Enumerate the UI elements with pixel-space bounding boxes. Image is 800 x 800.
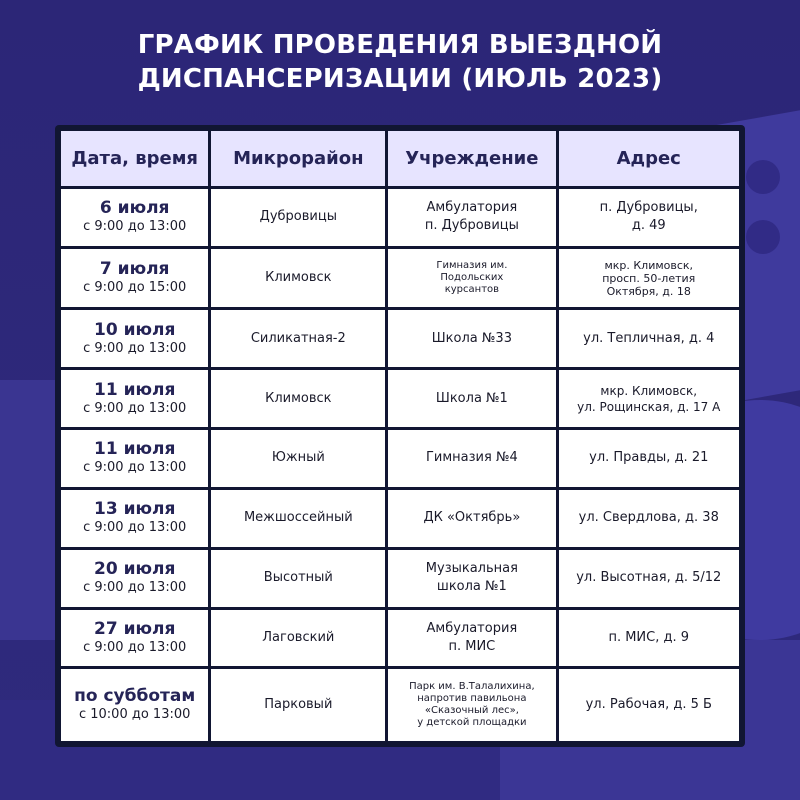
title-line-1: ГРАФИК ПРОВЕДЕНИЯ ВЫЕЗДНОЙ (137, 30, 663, 60)
institution-cell: Школа №33 (387, 309, 557, 369)
address-cell: п. Дубровицы, д. 49 (557, 188, 741, 248)
address-cell: ул. Правды, д. 21 (557, 428, 741, 488)
address-cell: ул. Рабочая, д. 5 Б (557, 668, 741, 743)
address-cell: ул. Тепличная, д. 4 (557, 309, 741, 369)
table-header-row (60, 130, 741, 188)
time-value: с 9:00 до 13:00 (83, 400, 187, 416)
date-value: 27 июля (94, 619, 176, 640)
institution-cell: Гимназия №4 (387, 428, 557, 488)
time-value: с 9:00 до 13:00 (83, 460, 187, 476)
district-cell: Парковый (210, 668, 387, 743)
table-row (60, 428, 741, 488)
address-cell: ул. Свердлова, д. 38 (557, 488, 741, 548)
institution-cell: Школа №1 (387, 369, 557, 429)
district-cell: Межшоссейный (210, 488, 387, 548)
time-value: с 9:00 до 13:00 (83, 580, 187, 596)
table-row (60, 188, 741, 248)
title-line-2: ДИСПАНСЕРИЗАЦИИ (ИЮЛЬ 2023) (137, 64, 663, 94)
schedule-table (58, 128, 742, 744)
district-cell: Климовск (210, 247, 387, 308)
decorative-circle (746, 220, 780, 254)
date-cell (60, 548, 210, 608)
address-cell: мкр. Климовск, просп. 50-летия Октября, д. 18 (557, 247, 741, 308)
date-cell (60, 247, 210, 308)
page-title (0, 28, 800, 96)
address-cell: мкр. Климовск, ул. Рощинская, д. 17 А (557, 369, 741, 429)
institution-cell: ДК «Октябрь» (387, 488, 557, 548)
address-cell: ул. Высотная, д. 5/12 (557, 548, 741, 608)
district-cell: Высотный (210, 548, 387, 608)
schedule-card (55, 125, 745, 747)
time-value: с 10:00 до 13:00 (78, 707, 191, 723)
date-value: 20 июля (94, 559, 176, 580)
date-cell (60, 488, 210, 548)
table-row (60, 488, 741, 548)
district-cell: Дубровицы (210, 188, 387, 248)
address-cell: п. МИС, д. 9 (557, 608, 741, 668)
institution-cell: Амбулатория п. МИС (387, 608, 557, 668)
table-row (60, 548, 741, 608)
table-row (60, 309, 741, 369)
institution-cell: Амбулатория п. Дубровицы (387, 188, 557, 248)
header-district: Микрорайон (210, 130, 387, 188)
date-cell (60, 608, 210, 668)
date-value: 11 июля (94, 439, 176, 460)
district-cell: Климовск (210, 369, 387, 429)
header-date-time: Дата, время (60, 130, 210, 188)
date-cell (60, 668, 210, 743)
date-value: 10 июля (94, 319, 176, 340)
date-value: 13 июля (94, 499, 176, 520)
institution-cell: Гимназия им. Подольских курсантов (387, 247, 557, 308)
date-cell (60, 309, 210, 369)
date-cell (60, 188, 210, 248)
institution-cell: Музыкальная школа №1 (387, 548, 557, 608)
institution-cell: Парк им. В.Талалихина, напротив павильона «Сказочный лес», у детской площадки (387, 668, 557, 743)
time-value: с 9:00 до 15:00 (83, 280, 187, 296)
date-value: по субботам (74, 686, 196, 707)
decorative-circle (746, 160, 780, 194)
header-address: Адрес (557, 130, 741, 188)
time-value: с 9:00 до 13:00 (83, 340, 187, 356)
date-value: 11 июля (94, 379, 176, 400)
table-row (60, 369, 741, 429)
table-row (60, 247, 741, 308)
time-value: с 9:00 до 13:00 (83, 520, 187, 536)
district-cell: Лаговский (210, 608, 387, 668)
header-institution: Учреждение (387, 130, 557, 188)
date-value: 7 июля (99, 259, 170, 280)
date-value: 6 июля (99, 198, 170, 219)
date-cell (60, 369, 210, 429)
district-cell: Силикатная-2 (210, 309, 387, 369)
date-cell (60, 428, 210, 488)
district-cell: Южный (210, 428, 387, 488)
table-row (60, 668, 741, 743)
time-value: с 9:00 до 13:00 (83, 640, 187, 656)
time-value: с 9:00 до 13:00 (83, 219, 187, 235)
table-row (60, 608, 741, 668)
